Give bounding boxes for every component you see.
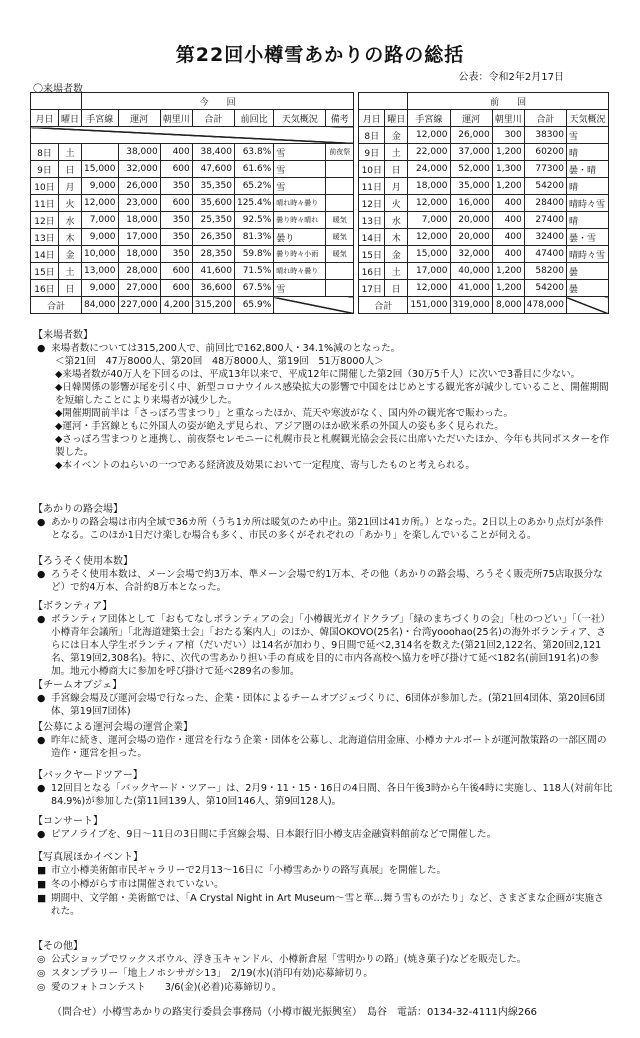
table-row <box>31 144 609 161</box>
table-cell: 金 <box>385 127 408 144</box>
table-cell: 雪 <box>274 161 326 178</box>
bullet-icon: ● <box>37 517 46 528</box>
total-cell: 84,000 <box>82 297 119 314</box>
bullet-text: ピアノライブを、9日～11日の3日間に手宮線会場、日本銀行旧小樽支店金融資料館前などで開催した。 <box>51 829 497 840</box>
table-cell: 金 <box>385 246 408 263</box>
table-cell: 600 <box>160 263 192 280</box>
table-cell: 28,350 <box>192 246 234 263</box>
bullet-text: 手宮線会場及び運河会場で行なった、企業・団体によるチームオブジェづくりに、6団体が参加した。(第21回4団体、第20回6団体、第19回7団体) <box>51 693 606 717</box>
bullet-text: 公式ショップでワックスボウル、浮き玉キャンドル、小樽新倉屋「雪明かりの路」(焼き菓子)などを販売した。 <box>51 954 527 965</box>
table-cell: 曇・晴 <box>566 161 608 178</box>
bullet-text: 冬の小樽がらす市は開催されていない。 <box>51 879 224 890</box>
column-header: 運河 <box>118 110 160 127</box>
table-cell: 32,000 <box>118 161 160 178</box>
bullet-icon: ■ <box>37 879 47 890</box>
section <box>33 326 613 472</box>
table-row <box>31 246 609 263</box>
table-cell: 26,000 <box>118 178 160 195</box>
section-heading: 【コンサート】 <box>33 816 103 827</box>
column-header: 運河 <box>450 110 492 127</box>
table-cell: 300 <box>492 127 524 144</box>
table-cell: 前夜祭 <box>326 144 354 161</box>
table-cell: 暖気 <box>326 212 354 229</box>
table-cell: 曇 <box>566 280 608 297</box>
section-heading: 【その他】 <box>33 941 83 952</box>
bullet-icon: ● <box>37 829 46 840</box>
section <box>33 676 613 718</box>
table-cell: 25,350 <box>192 212 234 229</box>
table-cell: 38,000 <box>118 144 160 161</box>
empty-slash-cell <box>31 127 354 144</box>
bullet-text: 市立小樽美術館市民ギャラリーで2月13～16日に「小樽雪あかりの路写真展」を開催した。 <box>51 865 447 876</box>
table-cell: 36,600 <box>192 280 234 297</box>
table-cell: 67.5% <box>234 280 273 297</box>
section <box>33 718 613 760</box>
table-cell: 350 <box>160 178 192 195</box>
section <box>33 812 613 841</box>
table-cell: 雪 <box>274 280 326 297</box>
section-heading: 【バックヤードツアー】 <box>33 770 143 781</box>
bullet-item <box>33 953 613 966</box>
table-cell: 曇り <box>274 229 326 246</box>
table-row <box>31 229 609 246</box>
column-header: 月日 <box>359 110 385 127</box>
this-period-label: 今 回 <box>82 93 354 110</box>
table-cell: 1,200 <box>492 144 524 161</box>
paragraph-text: ＜第21回 47万8000人、第20回 48万8000人、第19回 51万8000人＞ <box>55 356 384 367</box>
table-row <box>31 127 609 144</box>
table-cell: 10日 <box>359 161 385 178</box>
table-cell: 125.4% <box>234 195 273 212</box>
column-header: 手宮線 <box>408 110 450 127</box>
column-header: 朝里川 <box>160 110 192 127</box>
table-row <box>31 195 609 212</box>
table-cell: 晴 <box>566 144 608 161</box>
table-cell: 17,000 <box>118 229 160 246</box>
bullet-text: 昨年に続き、運河会場の造作・運営を行なう企業・団体を公募し、北海道信用金庫、小樽カナルボートが運河散策路の一部区間の造作・運営を担った。 <box>51 735 607 759</box>
table-row <box>31 178 609 195</box>
bullet-item <box>33 782 613 808</box>
table-cell: 晴れ時々曇り <box>274 195 326 212</box>
table-cell: 60200 <box>524 144 566 161</box>
table-cell: 7,000 <box>82 212 119 229</box>
table-cell: 38,400 <box>192 144 234 161</box>
paragraph-text: ◆日韓関係の影響が尾を引く中、新型コロナウイルス感染拡大の影響で中国をはじめとする観光客が減少していること、開催期間を短縮したことにより来場者が減少した。 <box>55 382 609 406</box>
table-cell: 雪 <box>274 144 326 161</box>
table-cell: 曇 <box>566 263 608 280</box>
bullet-item <box>33 878 613 891</box>
table-cell: 15,000 <box>408 246 450 263</box>
total-cell: 151,000 <box>408 297 450 314</box>
table-cell: 10日 <box>31 178 59 195</box>
total-cell: 478,000 <box>524 297 566 314</box>
table-cell: 22,000 <box>408 144 450 161</box>
table-cell: 曇り時々晴れ <box>274 212 326 229</box>
bullet-item <box>33 892 613 918</box>
table-cell: 13,000 <box>82 263 119 280</box>
column-header: 前回比 <box>234 110 273 127</box>
table-cell: 水 <box>385 212 408 229</box>
section-heading: 【公募による運河会場の運営企業】 <box>33 722 193 733</box>
table-cell: 13日 <box>359 212 385 229</box>
table-cell: 41,600 <box>192 263 234 280</box>
table-cell: 14日 <box>359 229 385 246</box>
paragraph-text: ◆さっぽろ雪まつりと連携し、前夜祭セレモニーに札幌市長と札幌観光協会会長に出席いただいたほか、今年も共同ポスターを作製した。 <box>55 434 610 458</box>
total-cell: 227,000 <box>118 297 160 314</box>
table-cell: 雪 <box>274 178 326 195</box>
table-cell: 63.8% <box>234 144 273 161</box>
column-header: 合計 <box>524 110 566 127</box>
bullet-icon: ● <box>37 693 46 704</box>
table-cell: 600 <box>160 161 192 178</box>
section <box>33 552 613 594</box>
table-cell: 土 <box>385 263 408 280</box>
table-cell: 9日 <box>31 161 59 178</box>
bullet-item <box>33 828 613 841</box>
table-cell: 1,200 <box>492 280 524 297</box>
table-cell: 9,000 <box>82 229 119 246</box>
table-cell: 23,000 <box>118 195 160 212</box>
paragraph-text: ◆開催期間前半は「さっぽろ雪まつり」と重なったほか、荒天や寒波がなく、国内外の観光客で賑わった。 <box>55 408 513 419</box>
table-cell: 77300 <box>524 161 566 178</box>
total-cell: 319,000 <box>450 297 492 314</box>
column-header: 備考 <box>326 110 354 127</box>
table-cell: 400 <box>492 229 524 246</box>
table-cell: 土 <box>385 144 408 161</box>
table-cell: 26,350 <box>192 229 234 246</box>
table-cell: 28400 <box>524 195 566 212</box>
table-cell <box>31 93 82 110</box>
table-cell: 1,200 <box>492 178 524 195</box>
table-total-row <box>31 297 609 314</box>
table-cell: 400 <box>492 246 524 263</box>
table-cell: 12,000 <box>82 195 119 212</box>
visitor-table <box>30 92 609 314</box>
table-cell: 12,000 <box>408 280 450 297</box>
table-cell <box>326 280 354 297</box>
table-cell: 暖気 <box>326 229 354 246</box>
bullet-item <box>33 516 613 542</box>
bullet-item <box>33 568 613 594</box>
table-cell: 15,000 <box>82 161 119 178</box>
contact-footer: （問合せ）小樽雪あかりの路実行委員会事務局（小樽市観光振興室） 島谷 電話：0134-32-4111内線266 <box>52 1007 537 1018</box>
table-cell: 日 <box>385 161 408 178</box>
table-cell: 81.3% <box>234 229 273 246</box>
bullet-item <box>33 967 613 980</box>
table-cell: 日 <box>59 280 82 297</box>
section <box>33 937 613 994</box>
table-cell: 47,600 <box>192 161 234 178</box>
table-cell: 65.2% <box>234 178 273 195</box>
table-cell: 9日 <box>359 144 385 161</box>
table-cell: 92.5% <box>234 212 273 229</box>
table-cell: 15日 <box>31 263 59 280</box>
bullet-item <box>33 981 613 994</box>
table-cell: 月 <box>385 178 408 195</box>
table-cell: 日 <box>59 161 82 178</box>
table-cell: 16日 <box>31 280 59 297</box>
table-cell: 11日 <box>359 178 385 195</box>
table-cell <box>326 263 354 280</box>
total-cell: 8,000 <box>492 297 524 314</box>
column-header: 手宮線 <box>82 110 119 127</box>
table-cell: 600 <box>160 195 192 212</box>
column-header: 朝里川 <box>492 110 524 127</box>
publish-date: 公表：令和2年2月17日 <box>458 72 564 83</box>
bullet-icon: ◎ <box>37 968 46 979</box>
table-cell <box>326 161 354 178</box>
table-cell <box>326 178 354 195</box>
table-cell: 350 <box>160 212 192 229</box>
bullet-icon: ● <box>37 569 46 580</box>
table-cell: 9,000 <box>82 280 119 297</box>
table-cell: 12,000 <box>408 229 450 246</box>
table-cell: 土 <box>59 144 82 161</box>
table-cell: 61.6% <box>234 161 273 178</box>
table-cell: 日 <box>385 280 408 297</box>
table-cell: 1,200 <box>492 263 524 280</box>
table-cell: 月 <box>59 178 82 195</box>
bullet-icon: ● <box>37 735 46 746</box>
table-cell: 晴れ時々曇り <box>274 263 326 280</box>
paragraph-text: ◆運河・手宮線ともに外国人の姿が絶えず見られ、アジア圏のほか欧米系の外国人の姿も多く見られた。 <box>55 421 504 432</box>
table-cell: 土 <box>59 263 82 280</box>
table-cell: 20,000 <box>450 229 492 246</box>
table-cell: 27400 <box>524 212 566 229</box>
table-cell: 木 <box>59 229 82 246</box>
table-cell: 28,000 <box>118 263 160 280</box>
section-heading: 【来場者数】 <box>33 330 93 341</box>
table-cell: 54200 <box>524 280 566 297</box>
column-header: 曜日 <box>385 110 408 127</box>
paragraph-text: ◆来場者数が40万人を下回るのは、平成13年以来で、平成12年に開催した第2回（30万5千人）に次いで3番目に少ない。 <box>55 369 581 380</box>
empty-slash-cell <box>566 297 608 314</box>
table-cell: 曇・雪 <box>566 229 608 246</box>
section <box>33 848 613 918</box>
table-cell: 7,000 <box>408 212 450 229</box>
table-cell: 52,000 <box>450 161 492 178</box>
total-label: 合計 <box>359 297 408 314</box>
bullet-item <box>33 613 613 678</box>
bullet-item <box>33 734 613 760</box>
bullet-icon: ● <box>37 783 46 794</box>
table-cell: 雪 <box>566 127 608 144</box>
table-cell: 金 <box>59 246 82 263</box>
table-cell: 350 <box>160 246 192 263</box>
table-cell: 10,000 <box>82 246 119 263</box>
bullet-icon: ● <box>37 614 46 625</box>
prev-period-label: 前 回 <box>408 93 609 110</box>
bullet-text: あかりの路会場は市内全域で36カ所（うち1カ所は暖気のため中止。第21回は41カ所。）となった。2日以上のあかり点灯が条件となる。このほか1日だけ楽しむ場合も多く、市民の多くがそれぞれの「あかり」を楽しんでいることが伺える。 <box>51 517 604 541</box>
table-cell: 15日 <box>359 246 385 263</box>
table-cell: 26,000 <box>450 127 492 144</box>
table-cell: 20,000 <box>450 212 492 229</box>
table-cell: 37,000 <box>450 144 492 161</box>
column-header: 天気概況 <box>274 110 326 127</box>
table-cell: 47400 <box>524 246 566 263</box>
bullet-text: 来場者数については315,200人で、前回比で162,800人・34.1%減のとなった。 <box>51 343 401 354</box>
paragraph-text: ◆本イベントのねらいの一つである経済波及効果において一定程度、寄与したものと考えられる。 <box>55 460 475 471</box>
table-cell: 71.5% <box>234 263 273 280</box>
bullet-text: 愛のフォトコンテスト 3/6(金)(必着)応募締切り。 <box>51 982 282 993</box>
table-cell: 11日 <box>31 195 59 212</box>
table-cell <box>82 144 119 161</box>
table-cell: 晴時々雪 <box>566 246 608 263</box>
table-cell: 8日 <box>31 144 59 161</box>
table-cell: 13日 <box>31 229 59 246</box>
total-cell: 65.9% <box>234 297 273 314</box>
table-cell: 18,000 <box>408 178 450 195</box>
bullet-icon: ● <box>37 343 46 354</box>
table-cell: 350 <box>160 229 192 246</box>
visitor-heading: 〇来場者数 <box>33 84 83 95</box>
table-cell <box>359 93 408 110</box>
empty-slash-cell <box>274 297 354 314</box>
column-header: 月日 <box>31 110 59 127</box>
table-cell <box>326 195 354 212</box>
bullet-icon: ■ <box>37 865 47 876</box>
table-row <box>31 263 609 280</box>
table-cell: 17日 <box>359 280 385 297</box>
table-cell: 火 <box>385 195 408 212</box>
table-cell: 27,000 <box>118 280 160 297</box>
table-row <box>31 280 609 297</box>
table-group-row <box>31 93 609 110</box>
table-cell: 59.8% <box>234 246 273 263</box>
table-cell: 600 <box>160 280 192 297</box>
table-cell: 35,350 <box>192 178 234 195</box>
table-cell: 晴 <box>566 178 608 195</box>
section <box>33 500 613 542</box>
table-cell: 35,600 <box>192 195 234 212</box>
section-heading: 【あかりの路会場】 <box>33 504 123 515</box>
table-cell: 24,000 <box>408 161 450 178</box>
table-cell: 14日 <box>31 246 59 263</box>
table-cell: 35,000 <box>450 178 492 195</box>
table-cell: 12日 <box>359 195 385 212</box>
table-cell: 12日 <box>31 212 59 229</box>
table-row <box>31 212 609 229</box>
table-cell: 400 <box>492 195 524 212</box>
table-cell: 晴 <box>566 212 608 229</box>
bullet-text: 12回目となる「バックヤード・ツアー」は、2月9・11・15・16日の4日間、各日午後3時から午後4時に実施し、118人(対前年比84.9%)が参加した(第11回139人、第10回146人、第9回128人)。 <box>51 783 613 807</box>
table-cell: 32400 <box>524 229 566 246</box>
table-cell: 18,000 <box>118 246 160 263</box>
table-cell: 16,000 <box>450 195 492 212</box>
table-cell: 9,000 <box>82 178 119 195</box>
table-cell: 木 <box>385 229 408 246</box>
bullet-item <box>33 692 613 718</box>
bullet-icon: ◎ <box>37 982 46 993</box>
table-cell: 火 <box>59 195 82 212</box>
section-heading: 【写真展ほかイベント】 <box>33 852 143 863</box>
table-cell: 暖気 <box>326 246 354 263</box>
total-label: 合計 <box>31 297 82 314</box>
table-cell: 41,000 <box>450 280 492 297</box>
table-header-row <box>31 110 609 127</box>
section-heading: 【チームオブジェ】 <box>33 680 123 691</box>
column-header: 合計 <box>192 110 234 127</box>
table-cell: 18,000 <box>118 212 160 229</box>
bullet-text: 期間中、文学館・美術館では、「A Crystal Night in Art Museum～雪と華…舞う雪ものがたり」など、さまざまな企画が実施された。 <box>51 893 604 917</box>
total-cell: 315,200 <box>192 297 234 314</box>
bullet-text: ろうそく使用本数は、メーン会場で約3万本、準メーン会場で約1万本、その他（あかりの路会場、ろうそく販売所75店取扱分など）で約4万本、合計約8万本となった。 <box>51 569 603 593</box>
total-cell: 4,200 <box>160 297 192 314</box>
table-cell: 16日 <box>359 263 385 280</box>
bullet-item <box>33 864 613 877</box>
table-cell: 17,000 <box>408 263 450 280</box>
table-cell: 32,000 <box>450 246 492 263</box>
page-title: 第22回小樽雪あかりの路の総括 <box>175 44 465 66</box>
table-cell: 40,000 <box>450 263 492 280</box>
table-cell: 400 <box>492 212 524 229</box>
section-heading: 【ろうそく使用本数】 <box>33 556 133 567</box>
bullet-item <box>33 342 613 355</box>
section <box>33 766 613 808</box>
bullet-text: スタンプラリー「地上ノホシサガシ13」 2/19(水)(消印有効)応募締切り。 <box>51 968 373 979</box>
table-cell: 8日 <box>359 127 385 144</box>
section-heading: 【ボランティア】 <box>33 601 113 612</box>
table-cell: 12,000 <box>408 127 450 144</box>
table-cell: 1,300 <box>492 161 524 178</box>
table-cell: 38300 <box>524 127 566 144</box>
table-cell: 58200 <box>524 263 566 280</box>
bullet-text: ボランティア団体として「おもてなしボランティアの会」「小樽観光ガイドクラブ」「緑のまちづくりの会」「杜のつどい」「（一社）小樽青年会議所」「北海道建築士会」「おたる案内人」のほか、韓国OKOVO(25名)・台湾yooohao(25名)の海外ボランティア、さらには日本人学生ボランティア棺（だいだい）は14名が加わり、9日間で延べ2,314名を数えた(第21回2,122名、第20回2,121名、第19回2,308名)。特に、次代の雪あかり担い手の育成を目的に市内各高校へ協力を呼び掛けて延べ182名(前回191名)の参加。地元小樽商大に参加を呼び掛けて延べ289名の参加。 <box>51 614 611 677</box>
table-cell: 12,000 <box>408 195 450 212</box>
bullet-icon: ■ <box>37 893 47 904</box>
column-header: 曜日 <box>59 110 82 127</box>
table-cell: 54200 <box>524 178 566 195</box>
bullet-icon: ◎ <box>37 954 46 965</box>
table-cell: 晴時々雪 <box>566 195 608 212</box>
column-header: 天気概況 <box>566 110 608 127</box>
section <box>33 597 613 678</box>
table-cell: 曇り時々小雨 <box>274 246 326 263</box>
table-cell: 400 <box>160 144 192 161</box>
table-cell: 水 <box>59 212 82 229</box>
table-row <box>31 161 609 178</box>
